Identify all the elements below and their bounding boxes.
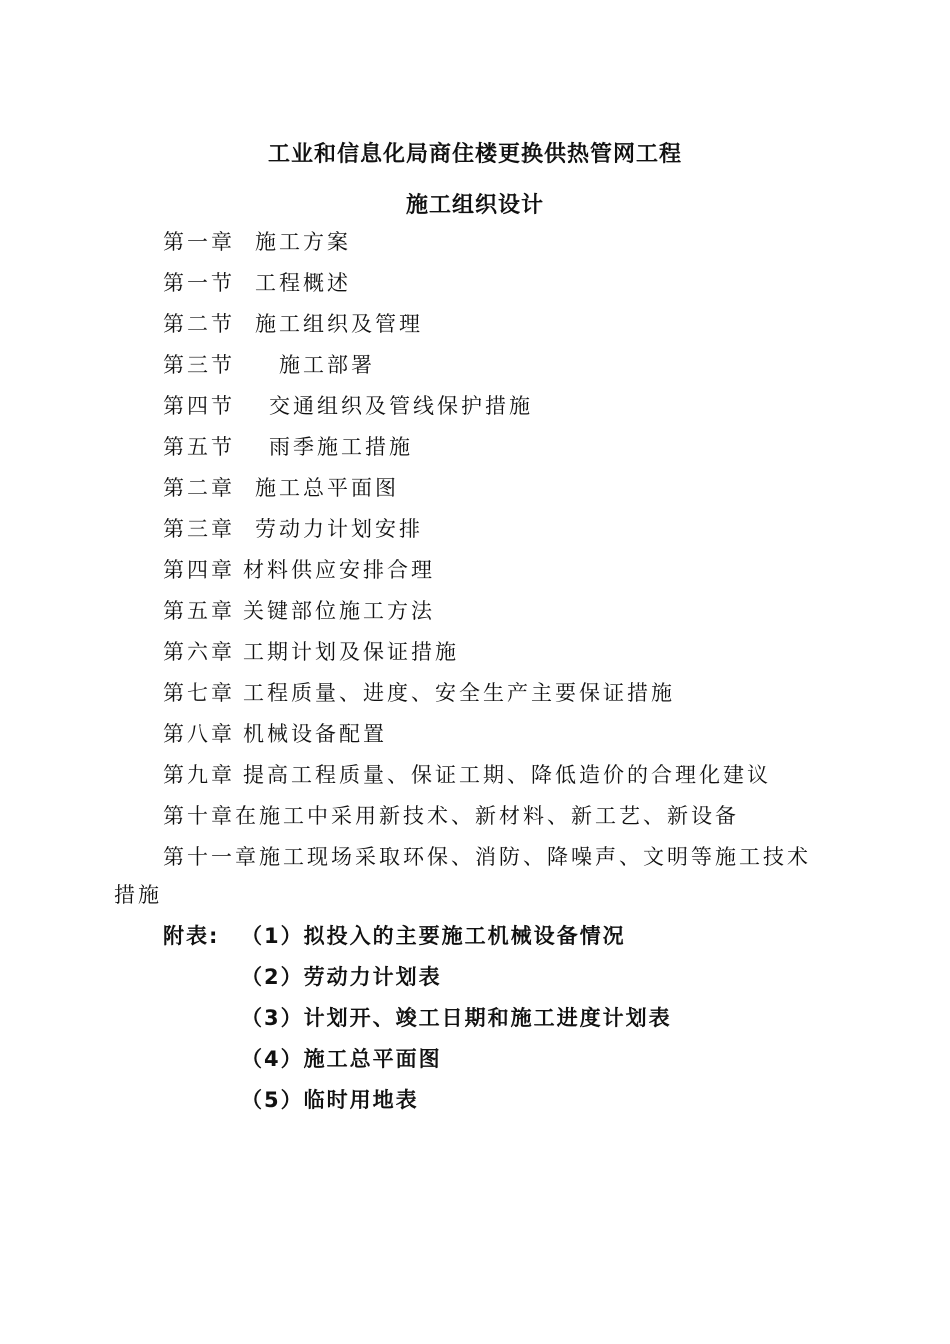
toc-item (163, 345, 853, 386)
toc-item-number: 第七章 (163, 681, 235, 705)
toc-item (163, 755, 853, 796)
toc-item (163, 386, 853, 427)
toc-item-title: 施工部署 (279, 353, 375, 377)
toc-item-title: 施工总平面图 (255, 476, 399, 500)
toc-item-number: 第一节 (163, 271, 235, 295)
toc-item (163, 796, 853, 837)
toc-item-title: 工程概述 (255, 271, 351, 295)
toc-item-title: 施工方案 (255, 230, 351, 254)
toc-item-number: 第十章 (163, 804, 235, 828)
toc-item-number: 第五节 (163, 435, 235, 459)
toc-item (163, 222, 853, 263)
appendix-item (163, 1039, 863, 1080)
appendix-label: 附表: (163, 924, 220, 948)
toc-item-number: 第十一章 (163, 845, 259, 869)
appendix-item (163, 916, 863, 957)
toc-item-title: 工期计划及保证措施 (243, 640, 459, 664)
appendix-item (163, 998, 863, 1039)
toc-item-number: 第四节 (163, 394, 235, 418)
toc-item (163, 673, 853, 714)
appendix-item-text: （1）拟投入的主要施工机械设备情况 (241, 924, 626, 948)
document-subtitle: 施工组织设计 (405, 193, 544, 218)
appendix-item (163, 957, 863, 998)
toc-item-title: 机械设备配置 (243, 722, 387, 746)
appendix-item-text: （4）施工总平面图 (241, 1047, 442, 1071)
toc-item (163, 427, 853, 468)
toc-item (163, 509, 853, 550)
toc-item (163, 263, 853, 304)
toc-item-number: 第三节 (163, 353, 235, 377)
toc-item-number: 第四章 (163, 558, 235, 582)
toc-item (163, 632, 853, 673)
toc-item (163, 304, 853, 345)
toc-item (163, 468, 853, 509)
toc-item (163, 591, 853, 632)
toc-item-title: 工程质量、进度、安全生产主要保证措施 (243, 681, 675, 705)
toc-item (163, 550, 853, 591)
table-of-contents (163, 222, 853, 878)
toc-item-number: 第一章 (163, 230, 235, 254)
toc-item-title: 材料供应安排合理 (243, 558, 435, 582)
toc-item (163, 714, 853, 755)
appendix-list (163, 916, 863, 1121)
toc-item-title: 雨季施工措施 (269, 435, 413, 459)
toc-item-number: 第三章 (163, 517, 235, 541)
toc-item-title: 交通组织及管线保护措施 (269, 394, 533, 418)
toc-item (163, 837, 853, 878)
toc-item-number: 第九章 (163, 763, 235, 787)
toc-item-number: 第五章 (163, 599, 235, 623)
toc-item-number: 第二章 (163, 476, 235, 500)
appendix-item-text: （2）劳动力计划表 (241, 965, 442, 989)
appendix-item-text: （3）计划开、竣工日期和施工进度计划表 (241, 1006, 672, 1030)
toc-item-title: 在施工中采用新技术、新材料、新工艺、新设备 (235, 804, 739, 828)
toc-item-title: 施工现场采取环保、消防、降噪声、文明等施工技术 (259, 845, 811, 869)
toc-item-number: 第二节 (163, 312, 235, 336)
toc-item-number: 第六章 (163, 640, 235, 664)
toc-item-title: 施工组织及管理 (255, 312, 423, 336)
toc-item-title: 关键部位施工方法 (243, 599, 435, 623)
appendix-item-text: （5）临时用地表 (241, 1088, 419, 1112)
appendix-item (163, 1080, 863, 1121)
toc-item-title: 劳动力计划安排 (255, 517, 423, 541)
document-title: 工业和信息化局商住楼更换供热管网工程 (267, 142, 682, 167)
toc-item-title-continuation: 措施 (114, 883, 162, 907)
toc-item-number: 第八章 (163, 722, 235, 746)
toc-item-title: 提高工程质量、保证工期、降低造价的合理化建议 (243, 763, 771, 787)
